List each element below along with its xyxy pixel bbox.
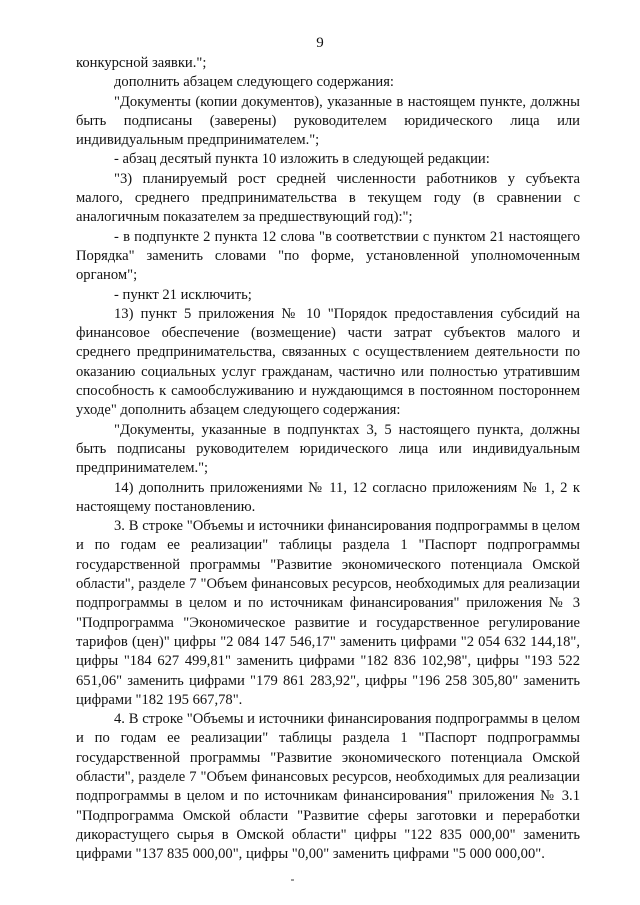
paragraph-9: "Документы, указанные в подпунктах 3, 5 настоящего пункта, должны быть подписаны руководителем юридического лица или индивидуальным предпринимателем."; [76, 421, 580, 477]
paragraph-6: - в подпункте 2 пункта 12 слова "в соответствии с пунктом 21 настоящего Порядка" заменить словами "по форме, установленной уполномоченным органом"; [76, 228, 580, 284]
scan-speck [291, 879, 294, 881]
document-body [76, 54, 580, 864]
paragraph-10: 14) дополнить приложениями № 11, 12 согласно приложениям № 1, 2 к настоящему постановлению. [76, 479, 580, 515]
paragraph-3: "Документы (копии документов), указанные в настоящем пункте, должны быть подписаны (заверены) руководителем юридического лица или индивидуальным предпринимателем."; [76, 93, 580, 149]
paragraph-2: дополнить абзацем следующего содержания: [114, 74, 394, 91]
paragraph-8: 13) пункт 5 приложения № 10 "Порядок предоставления субсидий на финансовое обеспечение (возмещение) части затрат субъектов малого и среднего предпринимательства, связанных с осуществлением деятельности по оказанию социальных услуг гражданам, частично или полностью утратившим способность к самообслуживанию и нуждающимся в постоянном постороннем уходе" дополнить абзацем следующего содержания: [76, 305, 580, 419]
page-number: 9 [316, 35, 324, 51]
paragraph-12: 4. В строке "Объемы и источники финансирования подпрограммы в целом и по годам ее реализации" таблицы раздела 1 "Паспорт подпрограммы государственной программы "Развитие экономического потенциала Омской области", разделе 7 "Объем финансовых ресурсов, необходимых для реализации подпрограммы в целом и по источникам финансирования" приложения № 3.1 "Подпрограмма Омской области "Развитие сферы заготовки и переработки дикорастущего сырья в Омской области" цифры "122 835 000,00" заменить цифрами "137 835 000,00", цифры "0,00" заменить цифрами "5 000 000,00". [76, 711, 580, 863]
paragraph-4: - абзац десятый пункта 10 изложить в следующей редакции: [114, 151, 490, 168]
paragraph-11: 3. В строке "Объемы и источники финансирования подпрограммы в целом и по годам ее реализации" таблицы раздела 1 "Паспорт подпрограммы государственной программы "Развитие экономического потенциала Омской области", разделе 7 "Объем финансовых ресурсов, необходимых для реализации подпрограммы в целом и по источникам финансирования" приложения № 3 "Подпрограмма "Экономическое развитие и государственное регулирование тарифов (цен)" цифры "2 084 147 546,17" заменить цифрами "2 054 632 144,18", цифры "184 627 499,81" заменить цифрами "182 836 102,98", цифры "193 522 651,06" заменить цифрами "179 861 283,92", цифры "196 258 305,80" заменить цифрами "182 195 667,78". [76, 518, 580, 708]
paragraph-7: - пункт 21 исключить; [114, 286, 252, 303]
paragraph-5: "3) планируемый рост средней численности работников у субъекта малого, среднего предпринимательства в текущем году (в сравнении с аналогичным показателем за предшествующий год):"; [76, 170, 580, 226]
paragraph-1: конкурсной заявки."; [76, 55, 207, 71]
